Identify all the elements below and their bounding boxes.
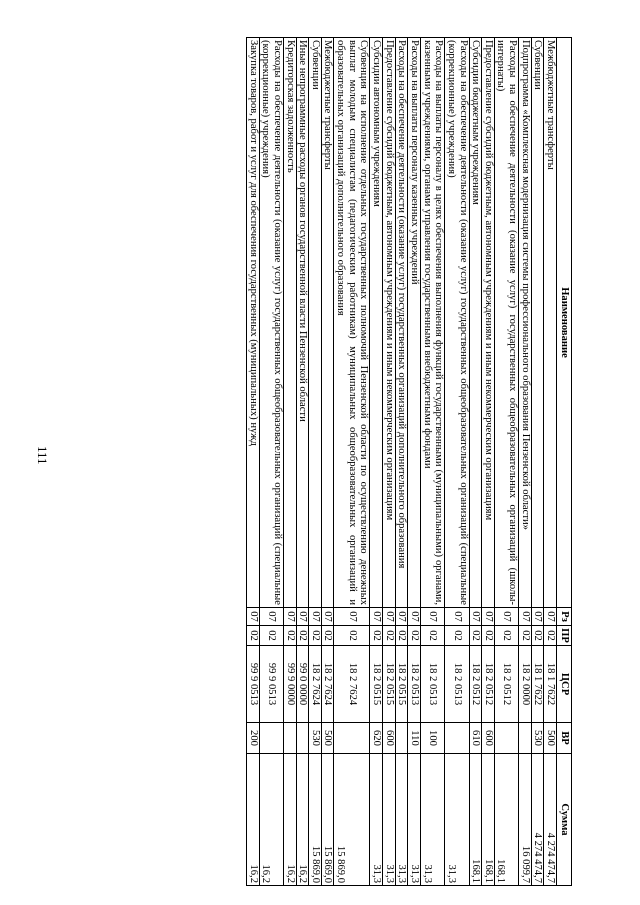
cell-rz: 07: [246, 608, 259, 626]
cell-vr: [494, 723, 518, 754]
cell-vr: 600: [482, 723, 495, 754]
cell-name: Подпрограмма «Комплексная модернизация системы профессионального образования Пензенской области»: [519, 38, 532, 608]
cell-name: Иные непрограммные расходы органов государственной власти Пензенской области: [296, 38, 309, 608]
cell-csr: 18 1 7622: [544, 646, 557, 723]
cell-pr: 02: [494, 626, 518, 646]
header-row: [557, 38, 572, 886]
cell-rz: 07: [544, 608, 557, 626]
table-row: [383, 38, 396, 886]
cell-name: Закупка товаров, работ и услуг для обеспечения государственных (муниципальных) нужд: [246, 38, 259, 608]
table-row: [531, 38, 544, 886]
cell-pr: 02: [334, 626, 370, 646]
cell-pr: 02: [408, 626, 421, 646]
cell-vr: [445, 723, 469, 754]
table-row: [445, 38, 469, 886]
cell-vr: 100: [420, 723, 444, 754]
cell-name: Расходы на выплаты персоналу казенных учреждений: [408, 38, 421, 608]
cell-name: Субвенции: [531, 38, 544, 608]
cell-vr: 600: [383, 723, 396, 754]
cell-vr: 200: [246, 723, 259, 754]
cell-name: Межбюджетные трансферты: [544, 38, 557, 608]
cell-csr: 18 2 0512: [482, 646, 495, 723]
table-row: [482, 38, 495, 886]
cell-name: Кредиторская задолженность: [283, 38, 296, 608]
cell-sum: 168,1: [482, 754, 495, 886]
cell-vr: 110: [408, 723, 421, 754]
cell-rz: 07: [334, 608, 370, 626]
cell-csr: 18 2 7624: [321, 646, 334, 723]
cell-name: Субвенции: [309, 38, 322, 608]
table-row: [420, 38, 444, 886]
cell-csr: 18 2 0512: [469, 646, 482, 723]
cell-csr: 18 2 0515: [395, 646, 408, 723]
cell-rz: 07: [395, 608, 408, 626]
cell-pr: 02: [445, 626, 469, 646]
cell-pr: 02: [309, 626, 322, 646]
cell-vr: [395, 723, 408, 754]
table-row: [321, 38, 334, 886]
cell-pr: 02: [296, 626, 309, 646]
cell-sum: 16,2: [246, 754, 259, 886]
cell-csr: 18 2 0512: [494, 646, 518, 723]
table-row: [296, 38, 309, 886]
table-row: [309, 38, 322, 886]
cell-sum: 16,2: [259, 754, 283, 886]
cell-pr: 02: [370, 626, 383, 646]
cell-pr: 02: [469, 626, 482, 646]
cell-pr: 02: [283, 626, 296, 646]
cell-name: Субсидии бюджетным учреждениям: [469, 38, 482, 608]
cell-name: Предоставление субсидий бюджетным, автономным учреждениям и иным некоммерческим организациям: [383, 38, 396, 608]
budget-table: [246, 37, 572, 886]
cell-sum: 168,1: [469, 754, 482, 886]
cell-sum: 31,3: [370, 754, 383, 886]
budget-table-container: [82, 37, 572, 885]
cell-pr: 02: [519, 626, 532, 646]
header-csr: ЦСР: [557, 646, 572, 723]
header-rz: Рз: [557, 608, 572, 626]
cell-csr: 18 2 0000: [519, 646, 532, 723]
header-pr: ПР: [557, 626, 572, 646]
table-row: [519, 38, 532, 886]
table-row: [408, 38, 421, 886]
cell-csr: 18 2 0513: [420, 646, 444, 723]
cell-pr: 02: [482, 626, 495, 646]
cell-vr: [283, 723, 296, 754]
cell-pr: 02: [259, 626, 283, 646]
cell-rz: 07: [494, 608, 518, 626]
cell-vr: 500: [321, 723, 334, 754]
cell-rz: 07: [482, 608, 495, 626]
cell-sum: 16,2: [296, 754, 309, 886]
cell-name: Субсидии автономным учреждениям: [370, 38, 383, 608]
cell-sum: 4 274 474,7: [544, 754, 557, 886]
page-number: 111: [35, 446, 50, 465]
cell-pr: 02: [531, 626, 544, 646]
cell-vr: [259, 723, 283, 754]
cell-csr: 18 2 0515: [370, 646, 383, 723]
cell-sum: 16,2: [283, 754, 296, 886]
cell-pr: 02: [383, 626, 396, 646]
cell-sum: 4 274 474,7: [531, 754, 544, 886]
cell-vr: 500: [544, 723, 557, 754]
cell-name: Субвенция на исполнение отдельных государственных полномочий Пензенской области по осуществлению денежных выплат молодым специалистам (педагогическим работникам) муниципальных общеобразовательных организаций и образовательных организаций дополнительного образования: [334, 38, 370, 608]
header-sum: Сумма: [557, 754, 572, 886]
table-row: [544, 38, 557, 886]
cell-rz: 07: [321, 608, 334, 626]
table-row: [494, 38, 518, 886]
cell-csr: 99 9 0513: [259, 646, 283, 723]
cell-rz: 07: [259, 608, 283, 626]
cell-csr: 99 0 0000: [296, 646, 309, 723]
cell-sum: 31,3: [395, 754, 408, 886]
cell-vr: 610: [469, 723, 482, 754]
cell-vr: [334, 723, 370, 754]
table-row: [283, 38, 296, 886]
cell-rz: 07: [420, 608, 444, 626]
cell-sum: 16 099,7: [519, 754, 532, 886]
cell-csr: 99 9 0000: [283, 646, 296, 723]
cell-csr: 99 9 0513: [246, 646, 259, 723]
cell-rz: 07: [309, 608, 322, 626]
cell-pr: 02: [246, 626, 259, 646]
cell-sum: 168,1: [494, 754, 518, 886]
cell-csr: 18 2 7624: [334, 646, 370, 723]
cell-sum: 31,3: [383, 754, 396, 886]
cell-name: Предоставление субсидий бюджетным, автономным учреждениям и иным некоммерческим организациям: [482, 38, 495, 608]
cell-sum: 31,3: [445, 754, 469, 886]
cell-name: Расходы на обеспечение деятельности (оказание услуг) государственных общеобразовательных организаций (специальные (коррекционные) учреждения): [445, 38, 469, 608]
cell-pr: 02: [420, 626, 444, 646]
cell-name: Расходы на обеспечение деятельности (оказание услуг) государственных общеобразовательных организаций (школы-интернаты): [494, 38, 518, 608]
table-row: [246, 38, 259, 886]
table-row: [370, 38, 383, 886]
cell-rz: 07: [519, 608, 532, 626]
cell-sum: 31,3: [420, 754, 444, 886]
cell-rz: 07: [283, 608, 296, 626]
cell-rz: 07: [296, 608, 309, 626]
cell-sum: 15 869,0: [309, 754, 322, 886]
cell-sum: 15 869,0: [321, 754, 334, 886]
cell-rz: 07: [370, 608, 383, 626]
cell-pr: 02: [395, 626, 408, 646]
table-row: [334, 38, 370, 886]
cell-rz: 07: [445, 608, 469, 626]
cell-name: Расходы на выплаты персоналу в целях обеспечения выполнения функций государственными (муниципальными) органами, казенными учреждениями, органами управления государственными внебюджетными фондами: [420, 38, 444, 608]
header-name: Наименование: [557, 38, 572, 608]
cell-rz: 07: [408, 608, 421, 626]
cell-pr: 02: [321, 626, 334, 646]
cell-csr: 18 2 7624: [309, 646, 322, 723]
cell-rz: 07: [469, 608, 482, 626]
cell-name: Расходы на обеспечение деятельности (оказание услуг) государственных организаций дополнительного образования: [395, 38, 408, 608]
cell-rz: 07: [383, 608, 396, 626]
cell-vr: 530: [309, 723, 322, 754]
cell-csr: 18 2 0513: [408, 646, 421, 723]
table-row: [259, 38, 283, 886]
table-row: [469, 38, 482, 886]
cell-name: Расходы на обеспечение деятельности (оказание услуг) государственных общеобразовательных организаций (специальные (коррекционные) учреждения): [259, 38, 283, 608]
cell-vr: 530: [531, 723, 544, 754]
cell-vr: [296, 723, 309, 754]
cell-vr: 620: [370, 723, 383, 754]
cell-rz: 07: [531, 608, 544, 626]
cell-name: Межбюджетные трансферты: [321, 38, 334, 608]
table-body: [246, 38, 556, 886]
table-row: [395, 38, 408, 886]
cell-pr: 02: [544, 626, 557, 646]
cell-csr: 18 1 7622: [531, 646, 544, 723]
cell-vr: [519, 723, 532, 754]
cell-csr: 18 2 0515: [383, 646, 396, 723]
cell-csr: 18 2 0513: [445, 646, 469, 723]
cell-sum: 31,3: [408, 754, 421, 886]
cell-sum: 15 869,0: [334, 754, 370, 886]
header-vr: ВР: [557, 723, 572, 754]
